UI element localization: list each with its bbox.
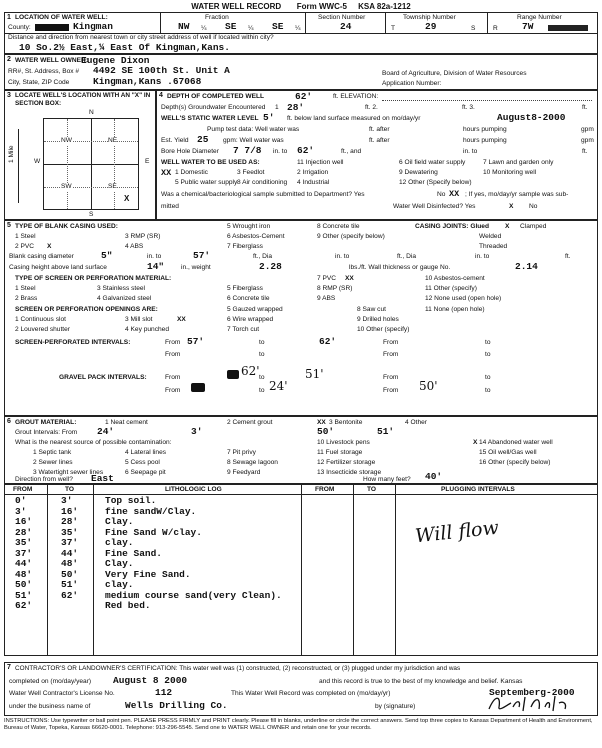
gauge-value: 2.14 (515, 261, 538, 272)
bore-in-to-2: in. to (463, 148, 478, 155)
use-option[interactable]: 6 Oil field water supply (399, 159, 466, 166)
fraction-1: NW (178, 21, 190, 32)
gravel-interval-to: 62' (241, 364, 260, 378)
screen-option[interactable]: 11 Other (specify) (425, 285, 477, 292)
elevation-label: ft. ELEVATION: (333, 93, 379, 100)
contractor-signature (485, 693, 571, 715)
groundwater-label: Depth(s) Groundwater Encountered (161, 104, 266, 111)
redaction-mark (35, 24, 69, 31)
use-option[interactable]: 12 Other (Specify below) (399, 179, 472, 186)
yield-value: 25 (197, 134, 209, 145)
contamination-option[interactable]: 6 Seepage pit (125, 469, 166, 476)
log-row-to: 35' (61, 526, 79, 538)
completed-label: completed on (mo/day/year) (9, 678, 92, 685)
chem-no-mark: XX (449, 189, 460, 199)
log-row-to: 28' (61, 516, 79, 527)
blank-dia-value: 5" (101, 250, 113, 261)
use-option[interactable]: 7 Lawn and garden only (483, 159, 554, 166)
grout-interval-to-2: 51' (377, 426, 395, 437)
log-header-from: FROM (13, 486, 33, 493)
log-row-from: 37' (15, 547, 33, 559)
depth-label: DEPTH OF COMPLETED WELL (167, 93, 265, 100)
casing-option[interactable]: 2 PVC (15, 243, 35, 250)
log-row-description: Fine Sand W/clay. (105, 526, 202, 538)
gpm-label: gpm (581, 126, 594, 133)
water-well-record-form (4, 2, 598, 746)
log-row-from: 0' (15, 495, 27, 506)
form-header (4, 2, 598, 11)
blank-in-to-2: in. to (335, 253, 350, 260)
yield-label: Est. Yield (161, 137, 189, 144)
form-title: WATER WELL RECORD (191, 2, 282, 11)
opening-option[interactable]: 5 Gauzed wrapped (227, 306, 283, 313)
bore-label: Bore Hole Diameter (161, 148, 219, 155)
range-redaction-mark (548, 25, 588, 31)
south-label: S (89, 211, 94, 218)
application-label: Application Number: (382, 80, 442, 87)
opening-option[interactable]: 7 Torch cut (227, 326, 260, 333)
contamination-option[interactable]: 2 Sewer lines (33, 459, 73, 466)
business-value: Wells Drilling Co. (125, 700, 228, 711)
ink-blot (227, 370, 239, 379)
screen-option[interactable]: 2 Brass (15, 295, 38, 302)
county-label: County: (8, 24, 31, 31)
log-row-to: 44' (61, 547, 79, 559)
west-label: W (34, 158, 41, 165)
log-row-description: Very Fine Sand. (105, 568, 191, 580)
grout-intervals-label: Grout Intervals: From (15, 429, 78, 436)
township-s: S (471, 25, 476, 32)
range-r: R (493, 25, 498, 32)
owner-label: WATER WELL OWNER: (15, 57, 89, 64)
screen-option[interactable]: 3 Stainless steel (97, 285, 146, 292)
screen-interval-from: 57' (187, 336, 205, 347)
contamination-option[interactable]: 7 Pit privy (227, 449, 256, 456)
contamination-option[interactable]: 3 Watertight sewer lines (33, 469, 104, 476)
contamination-option[interactable]: 10 Livestock pens (317, 439, 370, 446)
from-label: From (165, 387, 181, 394)
from-label: From (383, 351, 399, 358)
grout-interval-from: 24' (97, 426, 115, 437)
grout-interval-from-2: 50' (317, 426, 335, 437)
township-value: 29 (425, 21, 437, 32)
log-row-description: fine sandW/Clay. (105, 505, 197, 517)
log-row-description: Red bed. (105, 600, 151, 611)
log-row-to: 48' (61, 558, 79, 569)
grout-option[interactable]: 3 Bentonite (329, 419, 363, 426)
disinfected-no: No (529, 203, 538, 210)
from-label: From (165, 374, 181, 381)
grout-interval-to: 3' (191, 426, 203, 437)
instructions-text: INSTRUCTIONS: Use typewriter or ball point pen. PLEASE PRESS FIRMLY and PRINT clearly. Please fill in blanks, underline or circle the correct answers. Send top three copies to Kansas Department of Health and Environment, Bureau of Water, Topeka, Kansas 66620-0001. Telephone: 913-296-5545. Send one to WATER WELL OWNER and retain one for your records. (4, 718, 593, 731)
section-6-grout: 6 GROUT MATERIAL: 1 Neat cement 2 Cement grout XX 3 Bentonite 4 Other Grout Intervals: From 24' 3' 50' 51' What is the nearest source of possible contamination: 10 Livestock pens X 14 Abandoned water well 1 Septic tank 4 Lateral lines 7 Pit privy 11 Fuel storage 15 Oil well/Gas well 2 Sewer lines 5 Cess pool 8 Sewage lagoon 12 Fertilizer storage 16 Other (specify below) 3 Watertight sewer lines 6 Seepage pit 9 Feedyard 13 Insecticide storage Direction from well? East How many feet? 40' (4, 416, 598, 484)
range-label: Range Number (517, 14, 562, 21)
contamination-mark: X (473, 439, 478, 446)
log-row-from: 3' (15, 505, 27, 517)
use-option[interactable]: 1 Domestic (175, 169, 208, 176)
east-label: E (145, 158, 150, 165)
grout-mark: XX (317, 419, 326, 426)
use-option[interactable]: 11 Injection well (297, 159, 344, 166)
fraction-label: Fraction (205, 14, 229, 21)
screen-intervals-label: SCREEN-PERFORATED INTERVALS: (15, 339, 131, 346)
business-label: under the business name of (9, 703, 91, 710)
log-row-to: 51' (61, 579, 79, 590)
log-row-description: medium course sand(very Clean). (105, 589, 282, 601)
gw-index-3: ft. 3. (462, 104, 475, 111)
grout-option[interactable]: 2 Cement grout (227, 419, 273, 426)
yield-gpm-label: gpm: Well water was (223, 137, 284, 144)
log-row-description: Clay. (105, 558, 134, 569)
city-value: Kingman,Kans .67068 (93, 76, 202, 87)
opening-option[interactable]: 3 Mill slot (125, 316, 153, 323)
disinfected-mark: X (509, 203, 514, 210)
grout-option[interactable]: 4 Other (405, 419, 427, 426)
gravel-interval-to-2: 50' (419, 379, 438, 393)
county-value: Kingman (73, 21, 113, 32)
blank-to-value: 57' (193, 250, 211, 261)
from-label: From (383, 374, 399, 381)
disinfected-label: Water Well Disinfected? Yes (393, 203, 476, 210)
section-3-locate: 3 LOCATE WELL'S LOCATION WITH AN "X" IN SECTION BOX: N S W E 1 Mile NW NE SW SE X (4, 90, 156, 220)
grout-option[interactable]: 1 Neat cement (105, 419, 148, 426)
use-title: WELL WATER TO BE USED AS: (161, 159, 260, 166)
screen-option[interactable]: 7 PVC (317, 275, 337, 282)
chem-no-label: No (437, 191, 446, 198)
use-option[interactable]: 4 Industrial (297, 179, 330, 186)
bore-ft: ft. (582, 148, 588, 155)
opening-mark: XX (177, 316, 186, 323)
address-value: 4492 SE 100th St. Unit A (93, 65, 230, 76)
gw-index-2: ft. 2. (365, 104, 378, 111)
well-location-mark: X (124, 194, 130, 203)
log-row-from: 44' (15, 558, 33, 569)
gw-index-1: 1 (275, 104, 279, 111)
contamination-option[interactable]: 11 Fuel storage (317, 449, 363, 456)
log-row-description: clay. (105, 579, 134, 590)
clamped-label: Clamped (520, 223, 547, 230)
ksa-number: KSA 82a-1212 (358, 2, 411, 11)
contamination-option[interactable]: 9 Feedyard (227, 469, 261, 476)
direction-value: East (91, 473, 114, 484)
log-row-to: 62' (61, 589, 79, 601)
to-label: to (485, 387, 491, 394)
casing-option[interactable]: 4 ABS (125, 243, 144, 250)
opening-option[interactable]: 4 Key punched (125, 326, 169, 333)
fraction-3: SE (272, 21, 284, 32)
location-label: LOCATION OF WATER WELL: (15, 14, 108, 21)
contamination-option[interactable]: 8 Sewage lagoon (227, 459, 278, 466)
license-value: 112 (155, 687, 173, 698)
casing-title: TYPE OF BLANK CASING USED: (15, 223, 118, 230)
north-label: N (89, 109, 94, 116)
section-number-1: 1 (7, 14, 11, 21)
opening-option[interactable]: 10 Other (specify) (357, 326, 410, 333)
contamination-option[interactable]: 5 Cess pool (125, 459, 160, 466)
distance-value: 10 So.2½ East,¼ East Of Kingman,Kans. (19, 42, 230, 53)
to-label: to (259, 374, 265, 381)
wall-thickness-label: lbs./ft. Wall thickness or gauge No. (349, 264, 451, 271)
blank-in-to: in. to (147, 253, 162, 260)
log-row-from: 62' (15, 600, 33, 611)
groundwater-value: 28' (287, 102, 305, 113)
opening-option[interactable]: 8 Saw cut (357, 306, 386, 313)
sw-label: SW (61, 183, 72, 190)
blank-ft-dia-2: ft., Dia (397, 253, 417, 260)
contamination-option[interactable]: 4 Lateral lines (125, 449, 167, 456)
log-header-to: TO (65, 486, 75, 493)
bore-in-to: in. to (273, 148, 288, 155)
static-level-value: 5' (263, 112, 275, 123)
blank-in-to-3: in. to (475, 253, 490, 260)
screen-option[interactable]: 6 Concrete tile (227, 295, 270, 302)
use-option[interactable]: 3 Feedlot (237, 169, 265, 176)
section-7-certification: 7 CONTRACTOR'S OR LANDOWNER'S CERTIFICATION: This water well was (1) constructed, (2) reconstructed, or (3) plugged under my jurisdiction and was completed on (mo/day/year) August 8 2000 and this record is true to the best of my knowledge and belief. Kansas Water Well Contractor's License No. 112 This Water Well Record was completed on (mo/day/yr) Septemberg-2000 under the business name of Wells Drilling Co. by (signature) (4, 662, 598, 716)
record-completed-value: Septemberg-2000 (489, 687, 575, 698)
chem-tail: ; If yes, mo/day/yr sample was sub- (465, 191, 569, 198)
casing-height-value: 14" (147, 261, 165, 272)
from-label: From (165, 351, 181, 358)
contamination-option[interactable]: 15 Oil well/Gas well (479, 449, 537, 456)
blank-ft-dia: ft., Dia (253, 253, 273, 260)
casing-option[interactable]: 1 Steel (15, 233, 36, 240)
casing-option[interactable]: 9 Other (specify below) (317, 233, 385, 240)
how-many-feet-label: How many feet? (363, 476, 411, 483)
chem-sample-label: Was a chemical/bacteriological sample submitted to Department? Yes (161, 191, 365, 198)
screen-option[interactable]: 9 ABS (317, 295, 336, 302)
to-label: to (259, 339, 265, 346)
handwritten-note: Will flow (414, 516, 500, 548)
use-option[interactable]: 5 Public water supply (175, 179, 238, 186)
contamination-option[interactable]: 16 Other (specify below) (479, 459, 551, 466)
distance-label: Distance and direction from nearest town or city street address of well if located within city? (8, 34, 274, 41)
city-label: City, State, ZIP Code (8, 79, 70, 86)
signature-label: by (signature) (375, 703, 416, 710)
license-label: Water Well Contractor's License No. (9, 690, 115, 697)
static-desc: ft. below land surface measured on mo/day/yr (287, 115, 421, 122)
section-label: Section Number (318, 14, 366, 21)
casing-option[interactable]: 5 Wrought iron (227, 223, 271, 230)
log-header-plugging: PLUGGING INTERVALS (441, 486, 515, 493)
log-row-from: 50' (15, 579, 33, 590)
screen-option[interactable]: 10 Asbestos-cement (425, 275, 485, 282)
bore-to-value: 62' (297, 145, 315, 156)
log-row-from: 48' (15, 568, 33, 580)
hours-label: hours pumping (463, 137, 507, 144)
use-option[interactable]: 8 Air conditioning (237, 179, 288, 186)
address-label: RR#, St. Address, Box # (8, 68, 80, 75)
from-label: From (165, 339, 181, 346)
section-value: 24 (340, 21, 352, 32)
opening-option[interactable]: 11 None (open hole) (425, 306, 485, 313)
log-row-description: Top soil. (105, 495, 157, 506)
opening-option[interactable]: 9 Drilled holes (357, 316, 399, 323)
opening-option[interactable]: 1 Continuous slot (15, 316, 66, 323)
screen-option[interactable]: 1 Steel (15, 285, 36, 292)
log-row-description: Fine Sand. (105, 547, 163, 559)
log-row-to: 16' (61, 505, 79, 517)
bore-value: 7 7/8 (233, 145, 262, 156)
from-label: From (383, 339, 399, 346)
weight-label: in., weight (181, 264, 211, 271)
screen-option[interactable]: 4 Galvanized steel (97, 295, 152, 302)
contamination-option[interactable]: 14 Abandoned water well (479, 439, 553, 446)
ft-after-label: ft. after (369, 137, 390, 144)
opening-option[interactable]: 6 Wire wrapped (227, 316, 274, 323)
section-box[interactable] (43, 118, 139, 210)
mitted-label: mitted (161, 203, 179, 210)
log-row-to: 50' (61, 568, 79, 580)
welded-label: Welded (479, 233, 502, 240)
use-option[interactable]: 10 Monitoring well (483, 169, 537, 176)
log-row-from: 35' (15, 537, 33, 548)
to-label: to (259, 387, 265, 394)
bore-and: ft., and (341, 148, 362, 155)
to-label: to (485, 374, 491, 381)
screen-option[interactable]: 12 None used (open hole) (425, 295, 502, 302)
log-row-from: 28' (15, 526, 33, 538)
ft-after-label: ft. after (369, 126, 390, 133)
to-label: to (259, 351, 265, 358)
log-row-from: 51' (15, 589, 33, 601)
screen-mark: XX (345, 275, 354, 282)
quarter-mark: ¼ (248, 25, 254, 32)
section-1-location (4, 12, 598, 54)
threaded-label: Threaded (479, 243, 508, 250)
use-option[interactable]: 2 Irrigation (297, 169, 329, 176)
section-4-depth-use: 4 DEPTH OF COMPLETED WELL 62' ft. ELEVATION: Depth(s) Groundwater Encountered 1 28' ft. 2. ft. 3. ft. WELL'S STATIC WATER LEVEL 5' ft. below land surface measured on mo/day/yr August8-2000 Pump test data: Well water was ft. after hours pumping gpm Est. Yield 25 gpm: Well water was ft. after hours pumping gpm Bore Hole Diameter 7 7/8 in. to 62' ft., and in. to ft. WELL WATER TO BE USED AS: 11 Injection well 6 Oil field water supply 7 Lawn and garden only XX 1 Domestic 3 Feedlot 2 Irrigation 9 Dewatering 10 Monitoring well 5 Public water supply 8 Air conditioning 4 Industrial 12 Other (Specify below) Was a chemical/bacteriological sample submitted to Department? Yes No XX ; If yes, mo/day/yr sample was sub- mitted Water Well Disinfected? Yes X No (156, 90, 598, 220)
casing-option[interactable]: 3 RMP (SR) (125, 233, 161, 240)
mile-label: 1 Mile (8, 145, 15, 163)
log-row-from: 16' (15, 516, 33, 527)
log-row-description: clay. (105, 537, 134, 548)
weight-value: 2.28 (259, 261, 282, 272)
joints-label: CASING JOINTS: Glued (415, 223, 490, 230)
blank-ft: ft. (565, 253, 571, 260)
casing-option[interactable]: 7 Fiberglass (227, 243, 263, 250)
screen-option[interactable]: 8 RMP (SR) (317, 285, 353, 292)
log-row-description: Clay. (105, 516, 134, 527)
gw-ft: ft. (582, 104, 588, 111)
use-mark: XX (161, 168, 172, 178)
log-header-to-2: TO (367, 486, 377, 493)
pump-test-label: Pump test data: Well water was (207, 126, 300, 133)
quarter-mark: ¼ (201, 25, 207, 32)
fraction-2: SE (225, 21, 237, 32)
screen-title: TYPE OF SCREEN OR PERFORATION MATERIAL: (15, 275, 172, 282)
completed-value: August 8 2000 (113, 675, 188, 686)
static-date: August8-2000 (497, 112, 566, 123)
owner-value: Eugene Dixon (81, 55, 150, 66)
log-row-to: 3' (61, 495, 73, 506)
section-2-owner: 2 WATER WELL OWNER: Eugene Dixon RR#, St. Address, Box # 4492 SE 100th St. Unit A City, State, ZIP Code Kingman,Kans .67068 Board of Agriculture, Division of Water Resources Application Number: (4, 54, 598, 90)
static-level-label: WELL'S STATIC WATER LEVEL (161, 115, 259, 122)
gpm-label: gpm (581, 137, 594, 144)
screen-option[interactable]: 5 Fiberglass (227, 285, 263, 292)
se-label: SE (108, 183, 117, 190)
log-header-lithologic: LITHOLOGIC LOG (165, 486, 222, 493)
openings-title: SCREEN OR PERFORATION OPENINGS ARE: (15, 306, 158, 313)
nw-label: NW (61, 137, 72, 144)
depth-value: 62' (295, 91, 313, 102)
board-label: Board of Agriculture, Division of Water Resources (382, 70, 527, 77)
contamination-option[interactable]: 13 Insecticide storage (317, 469, 382, 476)
record-completed-label: This Water Well Record was completed on (mo/day/yr) (231, 690, 391, 697)
to-label: to (485, 351, 491, 358)
township-t: T (391, 25, 396, 32)
use-option[interactable]: 9 Dewatering (399, 169, 438, 176)
locate-title: LOCATE WELL'S LOCATION WITH AN "X" IN SECTION BOX: (15, 92, 151, 107)
section-5-casing-screen: 5 TYPE OF BLANK CASING USED: 5 Wrought iron 8 Concrete tile CASING JOINTS: Glued X Clamped 1 Steel 3 RMP (SR) 6 Asbestos-Cement 9 Other (specify below) Welded 2 PVC X 4 ABS 7 Fiberglass Threaded Blank casing diameter 5" in. to 57' ft., Dia in. to ft., Dia in. to ft. Casing height above land surface 14" in., weight 2.28 lbs./ft. Wall thickness or gauge No. 2.14 TYPE OF SCREEN OR PERFORATION MATERIAL: 7 PVC XX 10 Asbestos-cement 1 Steel 3 Stainless steel 5 Fiberglass 8 RMP (SR) 11 Other (specify) 2 Brass 4 Galvanized steel 6 Concrete tile 9 ABS 12 None used (open hole) SCREEN OR PERFORATION OPENINGS ARE: 5 Gauzed wrapped 8 Saw cut 11 None (open hole) 1 Continuous slot 3 Mill slot XX 6 Wire wrapped 9 Drilled holes 2 Louvered shutter 4 Key punched 7 Torch cut 10 Other (specify) SCREEN-PERFORATED INTERVALS: From 57' to 62' From to From to From to GRAVEL PACK INTERVALS: From 62' to 51' From to From 24' to From 50' to (4, 220, 598, 416)
completed-tail: and this record is true to the best of my knowledge and belief. Kansas (319, 678, 523, 685)
ink-blot (191, 383, 205, 392)
from-label: From (383, 387, 399, 394)
log-header-from-2: FROM (315, 486, 335, 493)
to-label: to (485, 339, 491, 346)
direction-label: Direction from well? (15, 476, 73, 483)
casing-option[interactable]: 6 Asbestos-Cement (227, 233, 285, 240)
blank-dia-label: Blank casing diameter (9, 253, 74, 260)
log-row-to: 37' (61, 537, 79, 548)
gravel-intervals-label: GRAVEL PACK INTERVALS: (59, 374, 147, 381)
ne-label: NE (108, 137, 118, 144)
hours-label: hours pumping (463, 126, 507, 133)
lithologic-log-table (4, 484, 598, 656)
range-value: 7W (522, 21, 534, 32)
gravel-interval-from: 24' (269, 379, 288, 393)
screen-interval-to: 62' (319, 336, 337, 347)
casing-height-label: Casing height above land surface (9, 264, 107, 271)
contamination-title: What is the nearest source of possible contamination: (15, 439, 172, 446)
grout-label: GROUT MATERIAL: (15, 419, 77, 426)
township-label: Township Number (403, 14, 456, 21)
gravel-interval-from-2: 51' (305, 367, 324, 381)
quarter-mark: ¼ (295, 25, 301, 32)
contamination-option[interactable]: 12 Fertilizer storage (317, 459, 376, 466)
certification-text: CONTRACTOR'S OR LANDOWNER'S CERTIFICATION: This water well was (1) constructed, (2) reconstructed, or (3) plugged under my jurisdiction and was (15, 665, 461, 672)
opening-option[interactable]: 2 Louvered shutter (15, 326, 70, 333)
joints-mark: X (505, 223, 510, 230)
pvc-mark: X (47, 243, 52, 250)
casing-option[interactable]: 8 Concrete tile (317, 223, 360, 230)
how-many-feet-value: 40' (425, 471, 443, 482)
contamination-option[interactable]: 1 Septic tank (33, 449, 72, 456)
form-number: Form WWC-5 (296, 2, 347, 11)
